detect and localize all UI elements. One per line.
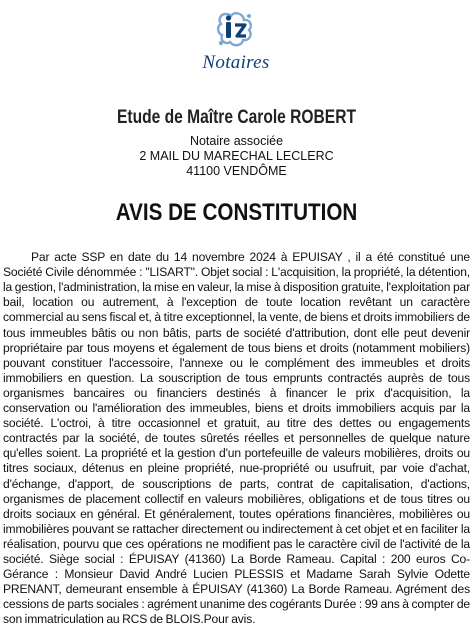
notice-heading: AVIS DE CONSTITUTION xyxy=(115,199,358,226)
office-title: Etude de Maître Carole ROBERT xyxy=(117,107,356,128)
notice-body: Par acte SSP en date du 14 novembre 2024 à EPUISAY , il a été constitué une Société Civile dénommée : "LISART". Objet social : L'acquisition, la propriété, la détention, la gestion, l'administration, la mise en valeur, la mise à disposition gratuite, l'exploitation par bail, location ou autrement, à l'exception de toute location revêtant un caractère commercial au sens fiscal et, à titre exceptionnel, la vente, de biens et droits immobiliers de tous immeubles bâtis ou non bâtis, parts de société d'attribution, dont elle peut devenir propriétaire par tous moyens et également de tous biens et droits (notamment mobiliers) pouvant constituer l'accessoire, l'annexe ou le complément des immeubles et droits immobiliers en question. La souscription de tous emprunts contractés auprès de tous organismes bancaires ou financiers destinés à financer le prix d'acquisition, la conservation ou l'amélioration des immeubles, biens et droits immobiliers acquis par la société. L'octroi, à titre occasionnel et gratuit, au titre des dettes ou engagements contractés par la société, de toutes sûretés réelles et personnelles de quelque nature qu'elles soient. La propriété et la gestion d'un portefeuille de valeurs mobilières, droits ou titres sociaux, détenus en pleine propriété, nue-propriété ou usufruit, par voie d'achat, d'échange, d'apport, de souscriptions de parts, contrat de capitalisation, d'actions, organismes de placement collectif en valeurs mobilières, obligations et de tous titres ou droits sociaux en général. Et généralement, toutes opérations financières, mobilières ou immobilières pouvant se rattacher directement ou indirectement à cet objet et en faciliter la réalisation, pourvu que ces opérations ne modifient pas le caractère civil de l'activité de la société. Siège social : ÉPUISAY (41360) La Borde Rameau. Capital : 200 euros Co-Gérance : Monsieur David André Lucien PLESSIS et Madame Sarah Sylvie Odette PRENANT, demeurant ensemble à ÉPUISAY (41360) La Borde Rameau. Agrément des cessions de parts sociales : agrément unanime des cogérants Durée : 99 ans à compter de son immatriculation au RCS de BLOIS.Pour avis. xyxy=(3,250,470,627)
notaires-logo xyxy=(188,8,284,78)
office-street: 2 MAIL DU MARECHAL LECLERC xyxy=(139,149,334,163)
office-city: 41100 VENDÔME xyxy=(186,164,287,178)
notaires-emblem-icon xyxy=(212,8,258,52)
logo-wordmark: Notaires xyxy=(202,52,270,73)
notary-role: Notaire associée xyxy=(189,134,284,148)
